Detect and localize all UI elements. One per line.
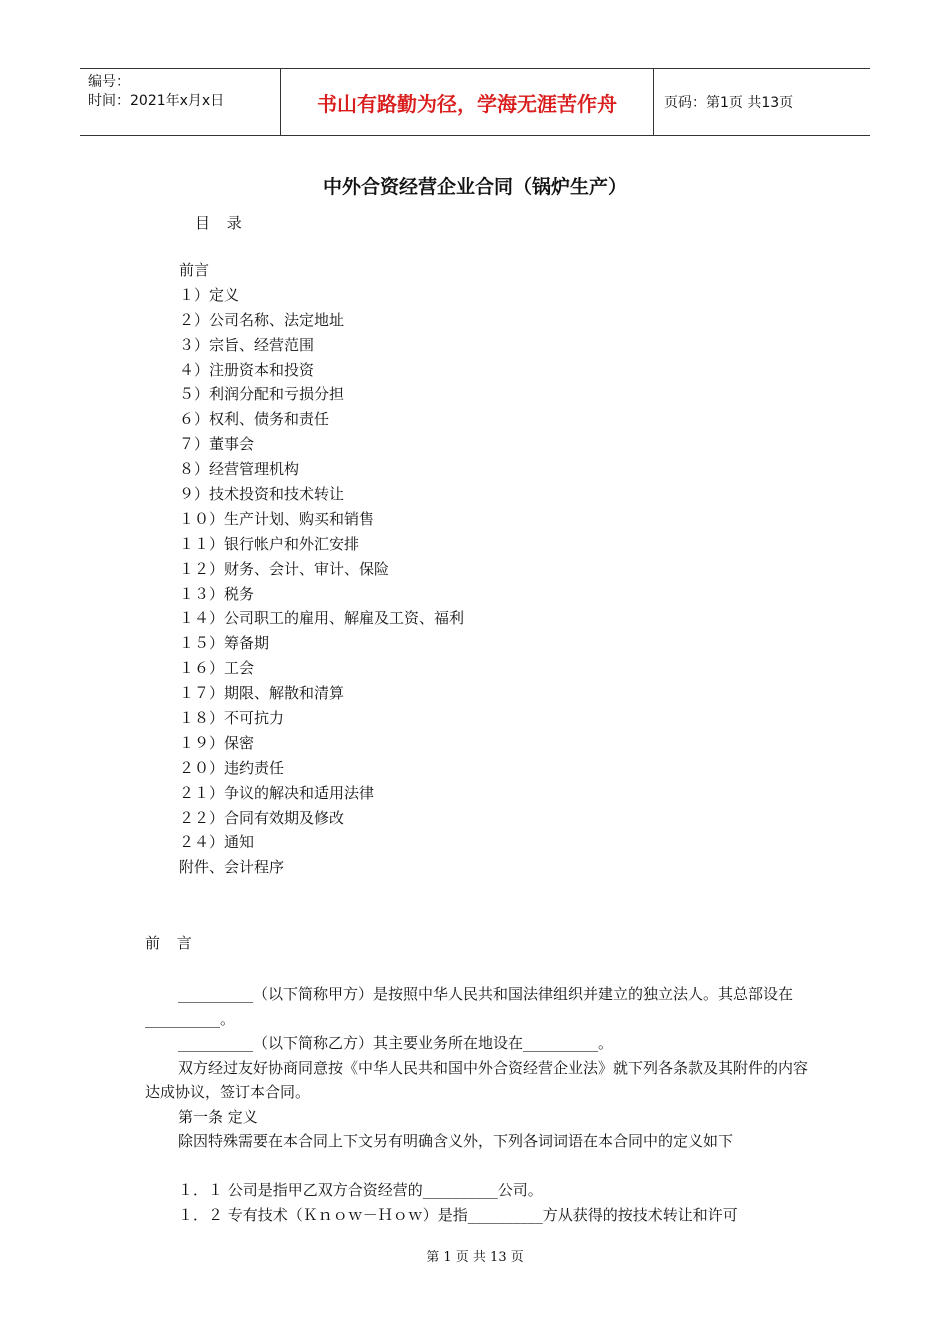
toc-item: １９）保密 <box>179 733 255 752</box>
toc-item: １２）财务、会计、审计、保险 <box>179 559 390 578</box>
toc-item: １６）工会 <box>179 659 255 678</box>
toc-item: ５）利润分配和亏损分担 <box>179 385 345 404</box>
preface-heading: 前 言 <box>145 934 198 952</box>
toc-item: ２１）争议的解决和适用法律 <box>179 783 375 802</box>
toc-item: １３）税务 <box>179 584 255 603</box>
toc-item: １１）银行帐户和外汇安排 <box>179 534 360 553</box>
header-motto: 书山有路勤为径，学海无涯苦作舟 <box>281 69 654 135</box>
toc-item: 附件、会计程序 <box>179 858 285 877</box>
toc-heading: 目 录 <box>195 214 248 232</box>
toc-item: ２４）通知 <box>179 833 255 852</box>
toc-item: １０）生产计划、购买和销售 <box>179 509 375 528</box>
page-footer: 第 1 页 共 13 页 <box>426 1250 524 1265</box>
definition-1-2: １．２ 专有技术（Ｋｎｏｗ－Ｈｏｗ）是指__________方从获得的按技术转让和许可 <box>178 1205 738 1224</box>
toc-item: １）定义 <box>179 285 240 304</box>
toc-item: １５）筹备期 <box>179 634 270 653</box>
toc-item: ２０）违约责任 <box>179 758 285 777</box>
toc-item: ４）注册资本和投资 <box>179 360 315 379</box>
toc-item: 前言 <box>179 261 210 279</box>
toc-item: ７）董事会 <box>179 435 255 454</box>
toc-item: ２）公司名称、法定地址 <box>179 310 345 329</box>
paragraph-party-b: __________（以下简称乙方）其主要业务所在地设在__________。 <box>178 1034 614 1052</box>
time-label: 时间：2021年x月x日 <box>88 93 225 109</box>
toc-item: １８）不可抗力 <box>179 709 285 728</box>
toc-item: ９）技术投资和技术转让 <box>179 485 345 504</box>
paragraph-definitions-intro: 除因特殊需要在本合同上下文另有明确含义外，下列各词词语在本合同中的定义如下 <box>178 1132 734 1150</box>
definition-1-1: １．１ 公司是指甲乙双方合资经营的__________公司。 <box>178 1181 543 1199</box>
toc-item: ６）权利、债务和责任 <box>179 410 330 429</box>
code-label: 编号： <box>88 74 130 90</box>
toc-item: ３）宗旨、经营范围 <box>179 335 315 354</box>
paragraph-party-a: __________（以下简称甲方）是按照中华人民共和国法律组织并建立的独立法人。其总部设在__________。 <box>145 985 794 1028</box>
toc-item: １７）期限、解散和清算 <box>179 684 345 703</box>
article-1-heading: 第一条 定义 <box>178 1107 258 1126</box>
header-page-info: 页码：第1页 共13页 <box>664 95 794 111</box>
document-title: 中外合资经营企业合同（锅炉生产） <box>322 176 627 198</box>
table-of-contents <box>179 258 464 880</box>
page-header <box>80 68 870 136</box>
paragraph-agreement: 双方经过友好协商同意按《中华人民共和国中外合资经营企业法》就下列各条款及其附件的内容达成协议，签订本合同。 <box>145 1058 809 1101</box>
preface-body <box>145 982 808 1227</box>
toc-item: １４）公司职工的雇用、解雇及工资、福利 <box>179 609 465 628</box>
header-meta <box>80 69 281 135</box>
toc-item: ２２）合同有效期及修改 <box>179 808 345 827</box>
toc-item: ８）经营管理机构 <box>179 460 300 479</box>
